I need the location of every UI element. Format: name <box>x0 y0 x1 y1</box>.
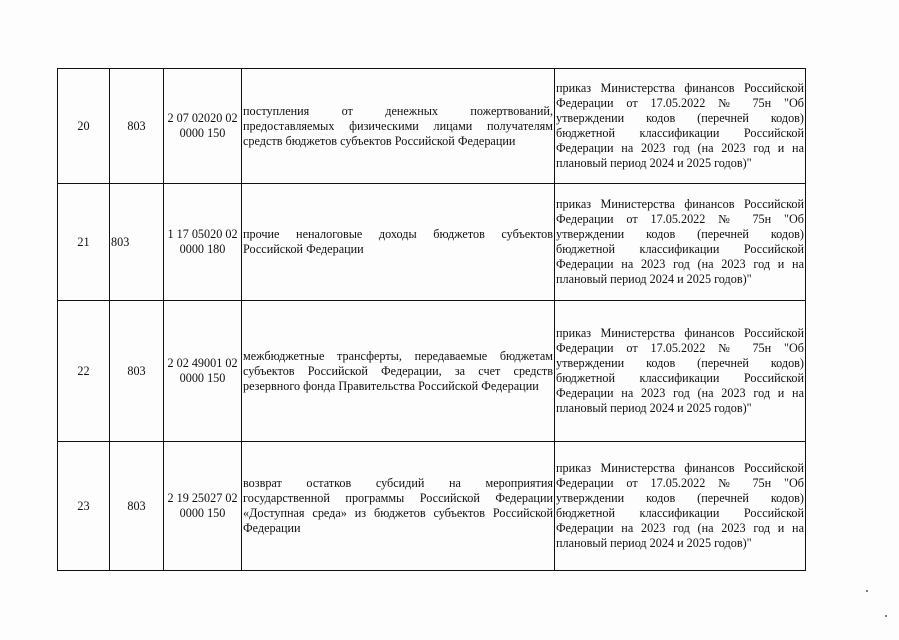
income-name: возврат остатков субсидий на мероприятия государственной программы Российской Федерации «Доступная среда» из бюджетов субъектов Российской Федерации <box>242 442 555 571</box>
income-code-line1: 2 02 49001 02 <box>167 356 238 370</box>
row-number: 21 <box>58 184 110 301</box>
legal-document: приказ Министерства финансов Российской Федерации от 17.05.2022 № 75н "Об утверждении кодов (перечней кодов) бюджетной классификации Российской Федерации на 2023 год (на 2023 год и на плановый период 2024 и 2025 годов)" <box>555 69 806 184</box>
income-name: межбюджетные трансферты, передаваемые бюджетам субъектов Российской Федерации, за счет средств резервного фонда Правительства Российской Федерации <box>242 301 555 442</box>
table-row <box>58 69 806 184</box>
table-row <box>58 301 806 442</box>
income-code <box>164 301 242 442</box>
income-code <box>164 442 242 571</box>
table-row <box>58 442 806 571</box>
admin-code: 803 <box>110 184 164 301</box>
income-code-line1: 2 07 02020 02 <box>167 111 238 125</box>
income-code-line2: 0000 150 <box>179 126 226 140</box>
income-code-line2: 0000 150 <box>179 371 226 385</box>
income-name: прочие неналоговые доходы бюджетов субъектов Российской Федерации <box>242 184 555 301</box>
income-code-line1: 2 19 25027 02 <box>167 491 238 505</box>
income-name: поступления от денежных пожертвований, предоставляемых физическими лицами получателям средств бюджетов субъектов Российской Федерации <box>242 69 555 184</box>
scan-speck <box>885 615 887 617</box>
budget-classification-table <box>57 68 806 571</box>
scan-speck <box>866 590 868 592</box>
table-row <box>58 184 806 301</box>
legal-document: приказ Министерства финансов Российской Федерации от 17.05.2022 № 75н "Об утверждении кодов (перечней кодов) бюджетной классификации Российской Федерации на 2023 год (на 2023 год и на плановый период 2024 и 2025 годов)" <box>555 184 806 301</box>
admin-code: 803 <box>110 69 164 184</box>
income-code <box>164 69 242 184</box>
income-code-line2: 0000 150 <box>179 506 226 520</box>
row-number: 22 <box>58 301 110 442</box>
income-code-line1: 1 17 05020 02 <box>167 227 238 241</box>
row-number: 23 <box>58 442 110 571</box>
legal-document: приказ Министерства финансов Российской Федерации от 17.05.2022 № 75н "Об утверждении кодов (перечней кодов) бюджетной классификации Российской Федерации на 2023 год (на 2023 год и на плановый период 2024 и 2025 годов)" <box>555 442 806 571</box>
row-number: 20 <box>58 69 110 184</box>
income-code-line2: 0000 180 <box>179 242 226 256</box>
admin-code: 803 <box>110 301 164 442</box>
admin-code: 803 <box>110 442 164 571</box>
legal-document: приказ Министерства финансов Российской Федерации от 17.05.2022 № 75н "Об утверждении кодов (перечней кодов) бюджетной классификации Российской Федерации на 2023 год (на 2023 год и на плановый период 2024 и 2025 годов)" <box>555 301 806 442</box>
income-code <box>164 184 242 301</box>
